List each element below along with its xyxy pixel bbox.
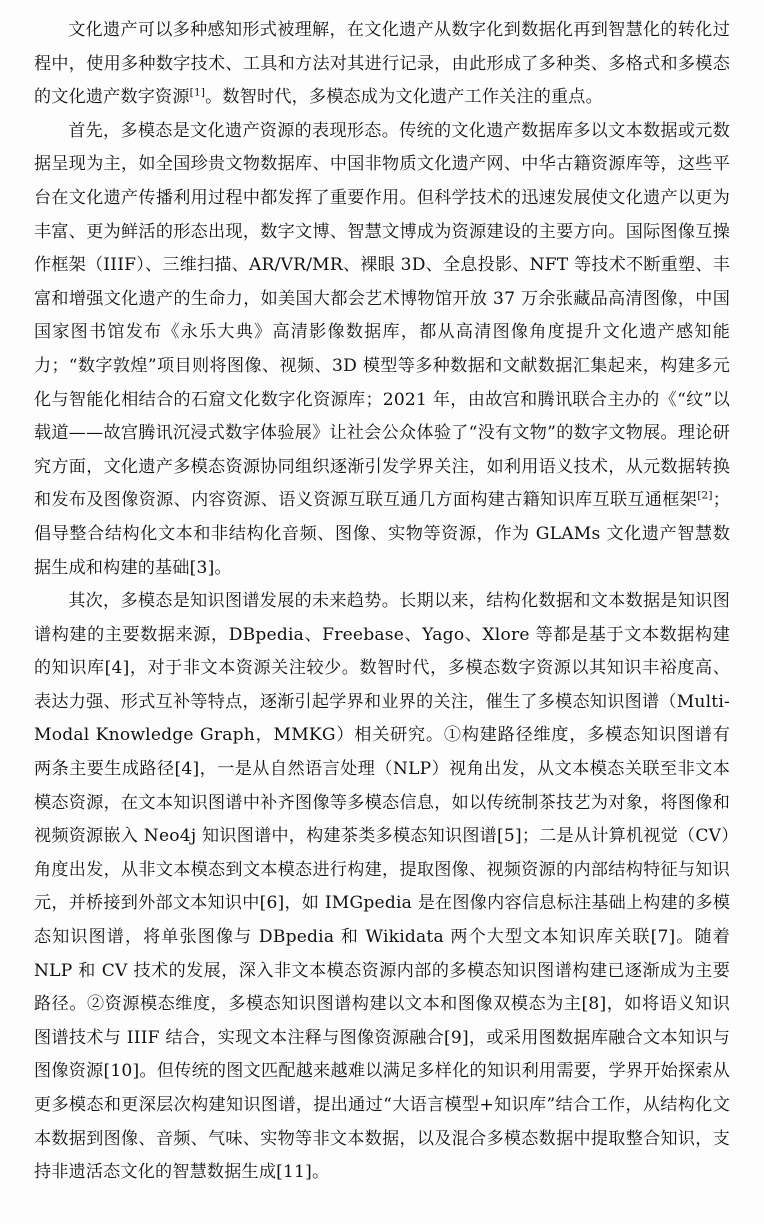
paragraph-1-text: 文化遗产可以多种感知形式被理解，在文化遗产从数字化到数据化再到智慧化的转化过程中，使用多种数字技术、工具和方法对其进行记录，由此形成了多种类、多格式和多模态的文化遗产数字资源 [34,20,730,108]
paragraph-1 [34,14,730,115]
footnote-marker-2: [2] [697,489,713,502]
paragraph-3-text: 其次，多模态是知识图谱发展的未来趋势。长期以来，结构化数据和文本数据是知识图谱构建的主要数据来源，DBpedia、Freebase、Yago、Xlore 等都是基于文本数据构建的知识库[4]，对于非文本资源关注较少。数智时代，多模态数字资源以其知识丰裕度高、表达力强、形式互补等特点，逐渐引起学界和业界的关注，催生了多模态知识图谱（Multi-Modal Knowledge Graph，MMKG）相关研究。①构建路径维度，多模态知识图谱有两条主要生成路径[4]，一是从自然语言处理（NLP）视角出发，从文本模态关联至非文本模态资源，在文本知识图谱中补齐图像等多模态信息，如以传统制茶技艺为对象，将图像和视频资源嵌入 Neo4j 知识图谱中，构建茶类多模态知识图谱[5]；二是从计算机视觉（CV）角度出发，从非文本模态到文本模态进行构建，提取图像、视频资源的内部结构特征与知识元，并桥接到外部文本知识中[6]，如 IMGpedia 是在图像内容信息标注基础上构建的多模态知识图谱，将单张图像与 DBpedia 和 Wikidata 两个大型文本知识库关联[7]。随着 NLP 和 CV 技术的发展，深入非文本模态资源内部的多模态知识图谱构建已逐渐成为主要路径。②资源模态维度，多模态知识图谱构建以文本和图像双模态为主[8]，如将语义知识图谱技术与 IIIF 结合，实现文本注释与图像资源融合[9]，或采用图数据库融合文本知识与图像资源[10]。但传统的图文匹配越来越难以满足多样化的知识利用需要，学界开始探索从更多模态和更深层次构建知识图谱，提出通过“大语言模型+知识库”结合工作，从结构化文本数据到图像、音频、气味、实物等非文本数据，以及混合多模态数据中提取整合知识，支持非遗活态文化的智慧数据生成[11]。 [34,591,730,1183]
paragraph-2-text: 首先，多模态是文化遗产资源的表现形态。传统的文化遗产数据库多以文本数据或元数据呈现为主，如全国珍贵文物数据库、中国非物质文化遗产网、中华古籍资源库等，这些平台在文化遗产传播利用过程中都发挥了重要作用。但科学技术的迅速发展使文化遗产以更为丰富、更为鲜活的形态出现，数字文博、智慧文博成为资源建设的主要方向。国际图像互操作框架（IIIF）、三维扫描、AR/VR/MR、裸眼 3D、全息投影、NFT 等技术不断重塑、丰富和增强文化遗产的生命力，如美国大都会艺术博物馆开放 37 万余张藏品高清图像，中国国家图书馆发布《永乐大典》高清影像数据库，都从高清图像角度提升文化遗产感知能力；“数字敦煌”项目则将图像、视频、3D 模型等多种数据和文献数据汇集起来，构建多元化与智能化相结合的石窟文化数字化资源库；2021 年，由故宫和腾讯联合主办的《“纹”以载道——故宫腾讯沉浸式数字体验展》让社会公众体验了“没有文物”的数字文物展。理论研究方面，文化遗产多模态资源协同组织逐渐引发学界关注，如利用语义技术，从元数据转换和发布及图像资源、内容资源、语义资源互联互通几方面构建古籍知识库互联互通框架 [34,120,730,511]
paragraph-1-text-tail: 。数智时代，多模态成为文化遗产工作关注的重点。 [205,87,603,108]
paragraph-2-text-tail: ；倡导整合结构化文本和非结构化音频、图像、实物等资源，作为 GLAMs 文化遗产智慧数据生成和构建的基础[3]。 [34,490,730,578]
paragraph-2 [34,115,730,585]
footnote-marker-1: [1] [189,86,206,99]
paragraph-3 [34,585,730,1190]
